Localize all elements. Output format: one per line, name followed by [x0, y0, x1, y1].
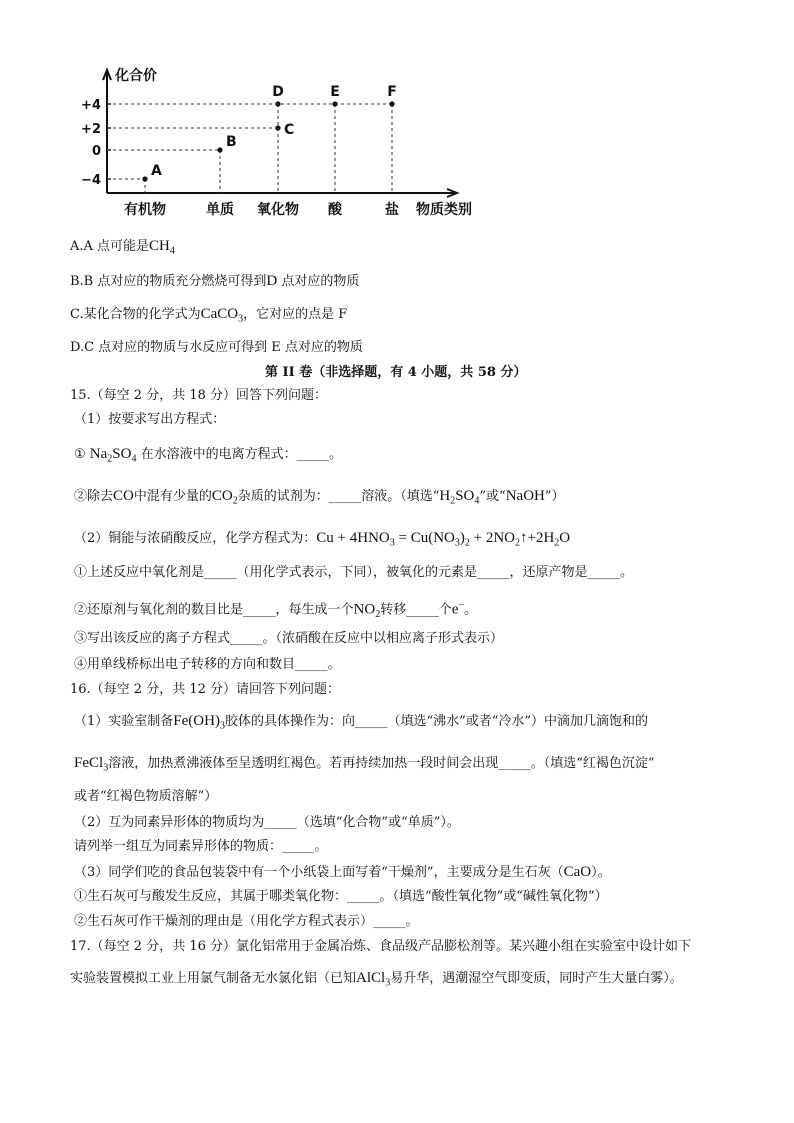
q16-p3a: ①生石灰可与酸发生反应，其属于哪类氧化物：_____。（填选“酸性氧化物”或“碱性氧化物”）	[74, 889, 608, 904]
q16-p3b: ②生石灰可作干燥剂的理由是（用化学方程式表示）_____。	[74, 914, 419, 929]
q15-p2a: ①上述反应中氧化剂是_____（用化学式表示，下同），被氧化的元素是_____，还原产物是_____。	[74, 565, 634, 580]
q15-p2c: ③写出该反应的离子方程式_____。（浓硝酸在反应中以相应离子形式表示）	[74, 631, 504, 646]
point-label: E	[330, 84, 340, 100]
option-b: B.B 点对应的物质充分燃烧可得到D 点对应的物质	[70, 273, 360, 289]
q15-p1: （1）按要求写出方程式：	[74, 412, 226, 427]
q15-p2: （2）铜能与浓硝酸反应，化学方程式为：$Cu + 4HNO_3 = Cu(NO_3)_2$ + $2NO_2↑+2H_2O$	[74, 530, 571, 549]
q16-p1b: FeCl$_3$溶液，加热煮沸液体至呈透明红褐色。若再持续加热一段时间会出现_____。（填选“红褐色沉淀”	[74, 755, 655, 774]
x-axis-label: 物质类别	[416, 202, 472, 218]
y-tick-label: 0	[91, 144, 101, 159]
q15-head: 15.（每空 2 分，共 18 分）回答下列问题：	[70, 388, 328, 403]
section-title: 第 II 卷（非选择题，有 4 小题，共 58 分）	[265, 365, 527, 380]
y-tick-label: +4	[81, 98, 101, 113]
option-c: C.某化合物的化学式为CaCO$_3$，它对应的点是 F	[70, 306, 348, 325]
point-label: F	[387, 84, 397, 100]
point-label: A	[151, 163, 162, 179]
point-f	[389, 101, 394, 106]
q17-line2: 实验装置模拟工业上用氯气制备无水氯化铝（已知AlCl$_3$易升华，遇潮湿空气即变质，同时产生大量白雾）。	[70, 970, 683, 989]
q16-head: 16.（每空 2 分，共 12 分）请回答下列问题：	[70, 682, 341, 697]
q16-p2: （2）互为同素异形体的物质均为_____（选填“化合物”或“单质”）。	[74, 815, 460, 830]
y-axis-label: 化合价	[115, 68, 157, 84]
x-tick-label: 单质	[206, 202, 234, 218]
point-b	[217, 147, 222, 152]
point-a	[142, 176, 147, 181]
option-d: D.C 点对应的物质与水反应可得到 E 点对应的物质	[70, 340, 363, 355]
q15-p1b: ②除去CO中混有少量的$CO_2$杂质的试剂为：_____溶液。（填选“$H_2SO_4$”或“NaOH”）	[74, 488, 565, 507]
point-label: D	[272, 84, 284, 100]
option-a: A.A 点可能是$CH_4$	[70, 238, 175, 257]
y-tick-label: −4	[81, 173, 101, 188]
q16-p1: （1）实验室制备$Fe(OH)_3$胶体的具体操作为：向_____（填选“沸水”或者“冷水”）中滴加几滴饱和的	[74, 713, 649, 732]
q16-p1c: 或者“红褐色物质溶解”）	[74, 789, 218, 804]
y-tick-label: +2	[81, 122, 101, 137]
point-label: C	[284, 122, 295, 138]
x-tick-label: 有机物	[124, 202, 166, 218]
q15-p2d: ④用单线桥标出电子转移的方向和数目_____。	[74, 657, 341, 672]
point-label: B	[226, 134, 237, 150]
q15-p1a: ① $Na_2SO_4$ 在水溶液中的电离方程式：_____。	[74, 446, 343, 465]
x-tick-label: 氧化物	[257, 202, 299, 218]
x-tick-label: 酸	[328, 202, 342, 218]
q15-p2b: ②还原剂与氧化剂的数目比是_____，每生成一个$NO_2$转移_____个e−。	[74, 600, 478, 620]
valence-chart	[0, 0, 794, 230]
x-tick-label: 盐	[385, 202, 399, 218]
q16-p2b: 请列举一组互为同素异形体的物质：_____。	[74, 839, 328, 854]
q16-p3: （3）同学们吃的食品包装袋中有一个小纸袋上面写着“干燥剂”，主要成分是生石灰（CaO）。	[74, 864, 611, 880]
q17-head: 17.（每空 2 分，共 16 分）氯化铝常用于金属冶炼、食品级产品膨松剂等。某兴趣小组在实验室中设计如下	[70, 939, 692, 954]
